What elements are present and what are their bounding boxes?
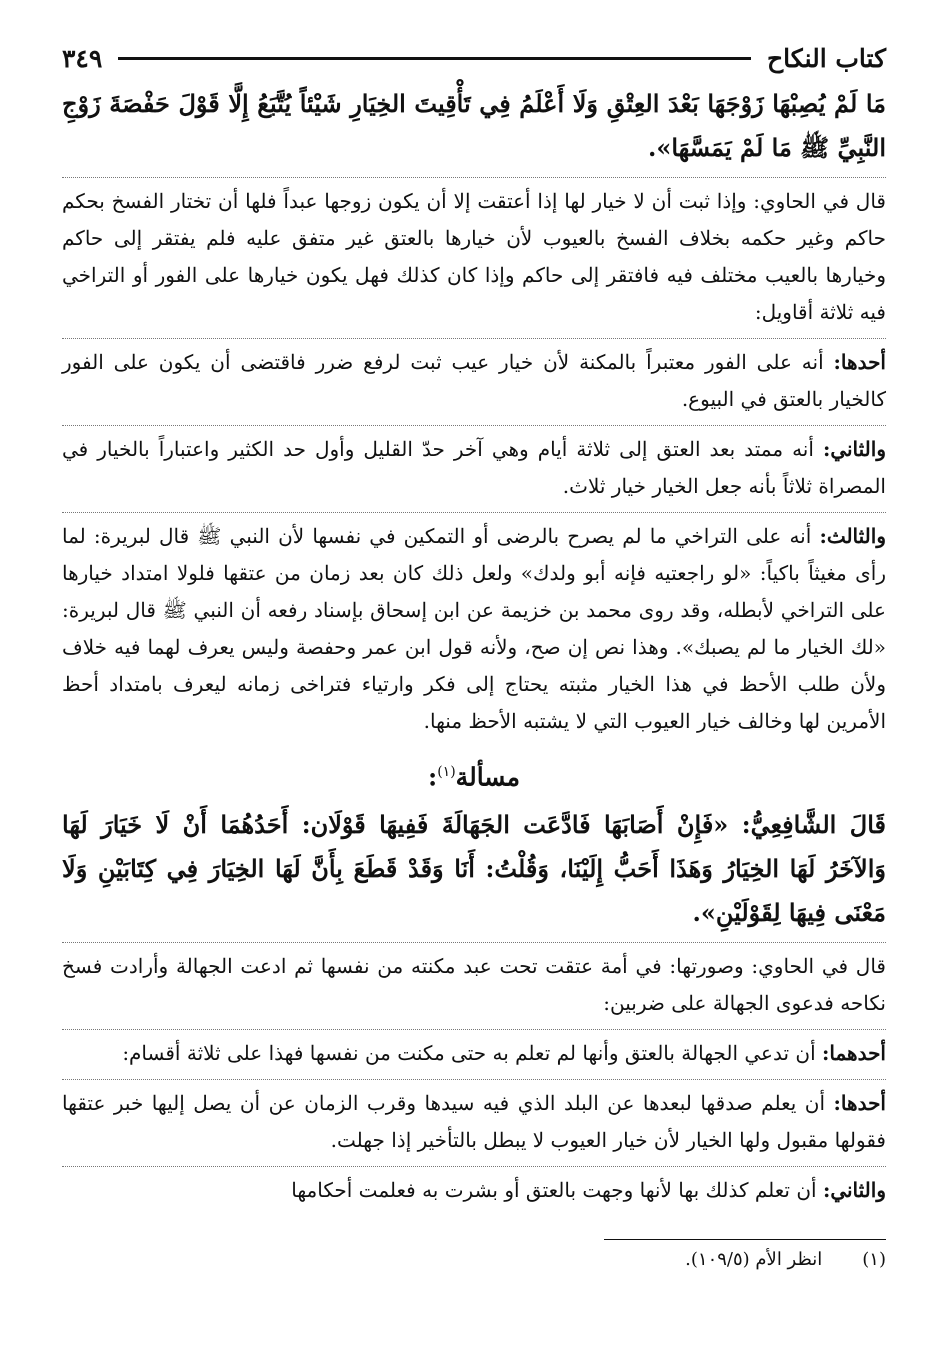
document-page xyxy=(62,34,886,1276)
masala-heading xyxy=(62,746,886,803)
footnote-ref: (١) xyxy=(437,764,456,780)
masala-intro: قال في الحاوي: وصورتها: في أمة عتقت تحت عبد مكنته من نفسها ثم ادعت الجهالة وأرادت فسخ نكاحه فدعوى الجهالة على ضربين: xyxy=(62,954,886,1016)
masala-quote: قَالَ الشَّافِعِيُّ: «فَإِنْ أَصَابَهَا فَادَّعَت الجَهَالَةَ فَفِيهَا قَوْلَان: أَحَدُهُمَا أَنْ لَا خَيَارَ لَهَا وَالآخَرُ لَهَا الخِيَارُ وَهَذَا أَحَبُّ إِلَيْنَا، وَقُلْتُ: أَنَا وَقَدْ قَطَعَ بِأَنَّ لَهَا الخِيَارَ فِي كِتَابَيْنِ وَلَا مَعْنَى فِيهَا لِقَوْلَيْنِ». xyxy=(62,810,886,928)
sub2-text: أن تعلم كذلك بها لأنها وجهت بالعتق أو بشرت به فعلمت أحكامها xyxy=(291,1178,823,1203)
masala-sub-second xyxy=(62,1172,886,1209)
footnote-rule xyxy=(604,1239,886,1240)
third-text: أنه على التراخي ما لم يصرح بالرضى أو التمكين في نفسها لأن النبي ﷺ قال لبريرة: لما رأى مغيثاً باكياً: «لو راجعتيه فإنه أبو ولدك» ولعل ذلك كان بعد زمان من عتقها فلولا امتداد خيارها على التراخي لأبطله، وقد روى محمد بن خزيمة عن ابن إسحاق بإسناد رفعه أن النبي ﷺ قال لبريرة: «لك الخيار ما لم يصبك». وهذا نص إن صح، ولأنه قول ابن عمر وحفصة وليس يعرف لهما فيه خلاف ولأن طلب الأحظ في هذا الخيار مثبته يحتاج إلى فكر وارتياء فتراخى زمانه ليعرف بامتداد أحظ الأمرين لها وخالف خيار العيوب التي لا يشتبه الأحظ منها. xyxy=(62,524,887,733)
separator xyxy=(62,942,886,943)
second-lead: والثاني: xyxy=(822,437,886,461)
first-type-text: أن تدعي الجهالة بالعتق وأنها لم تعلم به حتى مكنت من نفسها فهذا على ثلاثة أقسام: xyxy=(122,1041,822,1066)
masala-title: مسألة xyxy=(455,762,521,792)
sub1-lead: أحدها: xyxy=(833,1091,886,1116)
separator xyxy=(62,177,886,178)
separator xyxy=(62,338,886,339)
masala-sub-first xyxy=(62,1085,886,1159)
opening-quote: مَا لَمْ يُصِبْهَا زَوْجَهَا بَعْدَ العِتْقِ وَلَا أَعْلَمُ فِي تَأْقِيتَ الخِيَارِ شَيْئاً يُتَّبَعُ إِلَّا قَوْلَ حَفْصَةَ زَوْجِ النَّبِيِّ ﷺ مَا لَمْ يَمَسَّهَا». xyxy=(62,89,886,162)
page-header xyxy=(62,34,886,82)
header-rule xyxy=(118,57,751,60)
footnote xyxy=(62,1244,886,1276)
first-text: أنه على الفور معتبراً بالمكنة لأن خيار عيب ثبت لرفع ضرر فاقتضى أن يكون على الفور كالخيار بالعتق في البيوع. xyxy=(62,350,886,411)
first-type-lead: أحدهما: xyxy=(821,1041,886,1066)
separator xyxy=(62,1029,886,1030)
page-number: ٣٤٩ xyxy=(62,43,103,73)
sub2-lead: والثاني: xyxy=(822,1178,886,1203)
section1-first-opinion xyxy=(62,344,886,418)
footnote-text: انظر الأم (١٠٩/٥). xyxy=(685,1249,823,1271)
footnote-number: (١) xyxy=(862,1249,886,1271)
separator xyxy=(62,512,886,513)
sub1-text: أن يعلم صدقها لبعدها عن البلد الذي فيه سيدها وقرب الزمان عن أن يصل إليها خبر عتقها فقولها مقبول ولها الخيار لأن خيار العيوب لا يبطل بالتأخير إذا جهلت. xyxy=(62,1091,886,1153)
separator xyxy=(62,425,886,426)
masala-colon: : xyxy=(427,762,438,792)
section1-second-opinion xyxy=(62,431,886,505)
book-title: كتاب النكاح xyxy=(767,43,886,73)
third-lead: والثالث: xyxy=(819,524,886,548)
masala-first-type xyxy=(62,1035,886,1072)
separator xyxy=(62,1079,886,1080)
section1-intro: قال في الحاوي: وإذا ثبت أن لا خيار لها إذا أعتقت إلا أن يكون زوجها عبداً فلها أن تختار الفسخ بحكم حاكم وغير حكمه بخلاف الفسخ بالعيوب لأن خيارها بالعتق غير متفق عليه فلم يفتقر إلى حاكم وخيارها بالعيب مختلف فيه فافتقر إلى حاكم وإذا كان كذلك فهل يكون خيارها على الفور أو التراخي فيه ثلاثة أقاويل: xyxy=(62,189,886,324)
separator xyxy=(62,1166,886,1167)
first-lead: أحدها: xyxy=(833,350,886,374)
second-text: أنه ممتد بعد العتق إلى ثلاثة أيام وهي آخر حدّ القليل وأول حد الكثير واعتباراً بالخيار في المصراة ثلاثاً بأنه جعل الخيار خيار ثلاث. xyxy=(62,437,886,498)
section1-third-opinion xyxy=(62,518,886,740)
